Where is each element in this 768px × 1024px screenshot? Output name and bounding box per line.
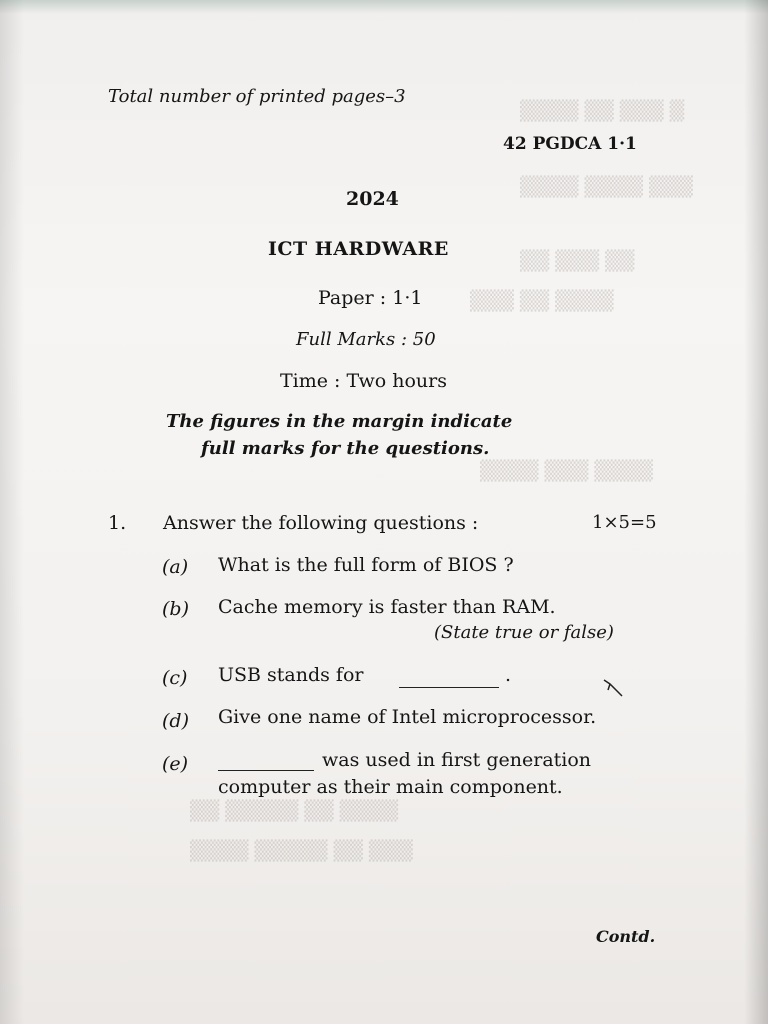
- continued-note: Contd.: [596, 927, 656, 946]
- part-d-label: (d): [162, 710, 189, 732]
- question-number: 1.: [108, 512, 127, 534]
- printed-pages-count: Total number of printed pages–3: [108, 86, 406, 107]
- part-e-label: (e): [162, 753, 189, 775]
- page-top-edge: [0, 0, 768, 14]
- bleed-through-texture: ▒▒▒ ▒▒ ▒▒▒▒▒ ▒▒▒▒: [190, 840, 413, 862]
- bleed-through-texture: ▒▒▒▒ ▒▒▒ ▒▒▒▒: [480, 460, 653, 482]
- question-marks: 1×5=5: [592, 512, 657, 533]
- bleed-through-texture: ▒ ▒▒▒ ▒▒ ▒▒▒▒: [520, 100, 685, 122]
- part-d-text: Give one name of Intel microprocessor.: [218, 706, 597, 728]
- part-e-text-line-2: computer as their main component.: [218, 776, 563, 798]
- part-c-label: (c): [162, 667, 188, 689]
- exam-duration: Time : Two hours: [280, 370, 447, 392]
- bleed-through-texture: ▒▒ ▒▒▒ ▒▒: [520, 250, 635, 272]
- part-c-end: .: [505, 664, 512, 686]
- instruction-line-2: full marks for the questions.: [201, 438, 490, 459]
- part-b-label: (b): [162, 598, 189, 620]
- bleed-through-texture: ▒▒▒▒ ▒▒ ▒▒▒▒▒ ▒▒: [190, 800, 399, 822]
- part-e-text-line-1: was used in first generation: [322, 749, 592, 771]
- question-text: Answer the following questions :: [163, 512, 479, 534]
- part-c-text: USB stands for: [218, 664, 364, 686]
- part-b-note: (State true or false): [434, 622, 614, 643]
- bleed-through-texture: ▒▒▒ ▒▒▒▒ ▒▒▒▒: [520, 176, 693, 198]
- part-a-text: What is the full form of BIOS ?: [218, 554, 514, 576]
- full-marks: Full Marks : 50: [296, 329, 436, 350]
- bleed-through-texture: ▒▒▒▒ ▒▒ ▒▒▒: [470, 290, 614, 312]
- part-e-answer-blank: [218, 770, 314, 771]
- pen-mark-icon: [602, 676, 624, 698]
- part-c-answer-blank: [399, 687, 499, 688]
- left-edge-shadow: [0, 0, 24, 1024]
- instruction-line-1: The figures in the margin indicate: [166, 411, 513, 432]
- paper-number: Paper : 1·1: [318, 287, 423, 309]
- subject-title: ICT HARDWARE: [268, 238, 449, 260]
- paper-code: 42 PGDCA 1·1: [503, 134, 637, 154]
- part-a-label: (a): [162, 556, 189, 578]
- part-b-text: Cache memory is faster than RAM.: [218, 596, 556, 618]
- right-edge-shadow: [744, 0, 768, 1024]
- exam-year: 2024: [346, 188, 399, 210]
